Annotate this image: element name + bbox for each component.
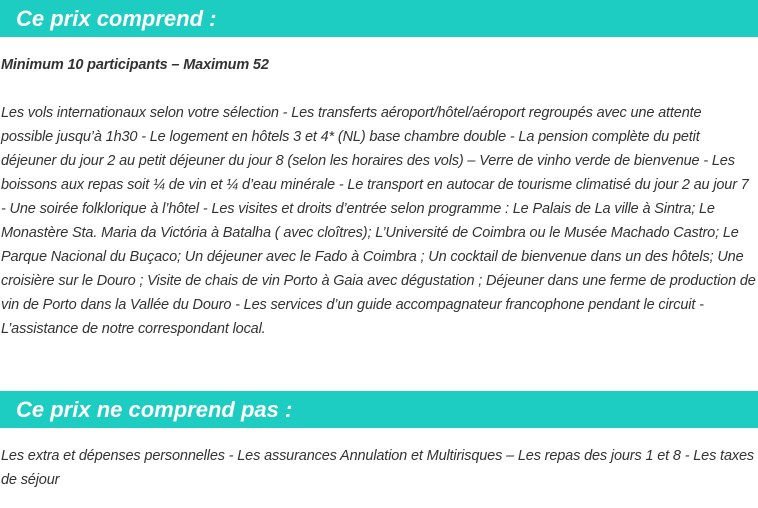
excluded-section-header xyxy=(0,391,758,428)
participants-range: Minimum 10 participants – Maximum 52 xyxy=(1,57,269,73)
excluded-section-title: Ce prix ne comprend pas : xyxy=(16,397,293,422)
included-section-title: Ce prix comprend : xyxy=(16,6,217,31)
excluded-details: Les extra et dépenses personnelles - Les assurances Annulation et Multirisques – Les repas des jours 1 et 8 - Les taxes de séjour xyxy=(1,448,754,488)
included-details: Les vols internationaux selon votre sélection - Les transferts aéroport/hôtel/aéroport regroupés avec une attente possible jusqu’à 1h30 - Le logement en hôtels 3 et 4* (NL) base chambre double - La pension complète du petit déjeuner du jour 2 au petit déjeuner du jour 8 (selon les horaires des vols) – Verre de vinho verde de bienvenue - Les boissons aux repas soit ¼ de vin et ¼ d’eau minérale - Le transport en autocar de tourisme climatisé du jour 2 au jour 7 - Une soirée folklorique à l’hôtel - Les visites et droits d’entrée selon programme : Le Palais de La ville à Sintra; Le Monastère Sta. Maria da Victória à Batalha ( avec cloîtres); L’Université de Coimbra ou le Musée Machado Castro; Le Parque Nacional du Buçaco; Un déjeuner avec le Fado à Coimbra ; Un cocktail de bienvenue dans un des hôtels; Une croisière sur le Douro ; Visite de chais de vin Porto à Gaia avec dégustation ; Déjeuner dans une ferme de production de vin de Porto dans la Vallée du Douro - Les services d’un guide accompagnateur francophone pendant le circuit - L’assistance de notre correspondant local. xyxy=(1,105,756,337)
included-section-header xyxy=(0,0,758,37)
